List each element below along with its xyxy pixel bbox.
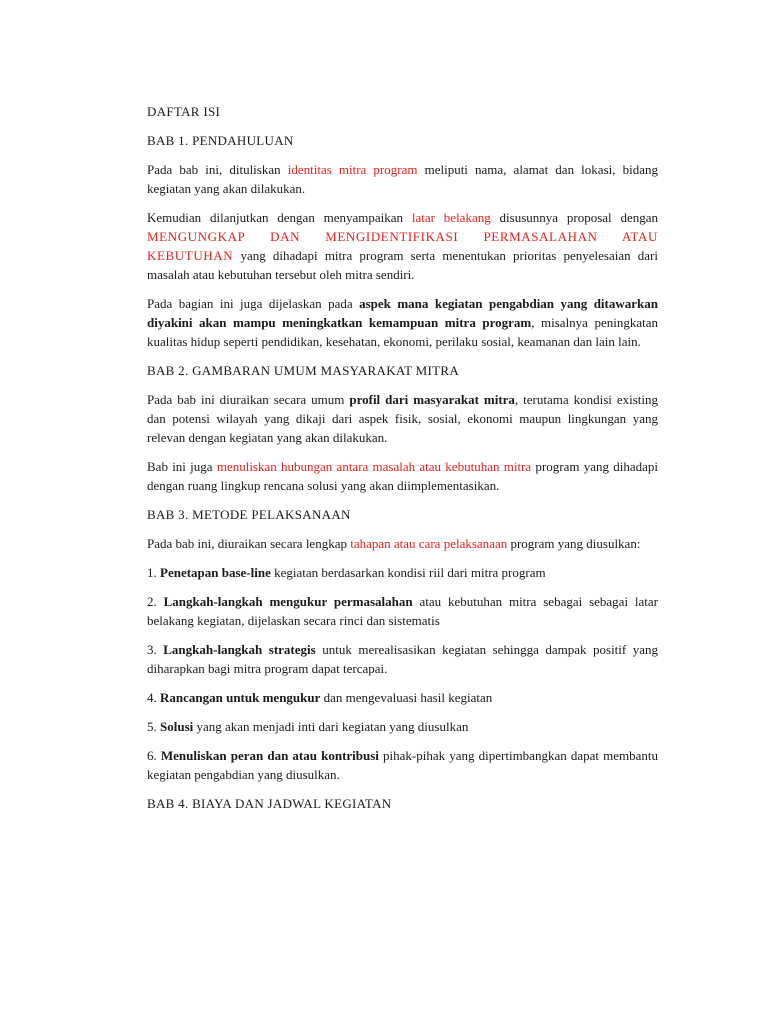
highlight-red: menuliskan hubungan antara masalah atau kebutuhan mitra — [216, 459, 532, 474]
toc-title: DAFTAR ISI — [147, 104, 221, 119]
bab3-heading: BAB 3. METODE PELAKSANAAN — [147, 507, 351, 522]
document-page — [147, 102, 658, 823]
bab3-paragraph-1: Pada bab ini, diuraikan secara lengkap tahapan atau cara pelaksanaan program yang diusulkan: — [147, 536, 641, 551]
bab4-heading: BAB 4. BIAYA DAN JADWAL KEGIATAN — [147, 796, 392, 811]
bab2-paragraph-1: Pada bab ini diuraikan secara umum profil dari masyarakat mitra, terutama kondisi existing dan potensi wilayah yang dikaji dari aspek fisik, sosial, ekonomi maupun lingkungan yang relevan dengan kegiatan yang akan dilakukan. — [147, 392, 659, 445]
bab2-paragraph-2: Bab ini juga menuliskan hubungan antara masalah atau kebutuhan mitra program yang dihadapi dengan ruang lingkup rencana solusi yang akan diimplementasikan. — [147, 459, 658, 493]
highlight-bold: Rancangan untuk mengukur — [160, 690, 321, 705]
highlight-bold: Langkah-langkah strategis — [163, 642, 316, 657]
highlight-bold: profil dari masyarakat mitra — [349, 392, 515, 407]
highlight-bold: Solusi — [160, 719, 194, 734]
highlight-bold: aspek mana kegiatan pengabdian yang ditawarkan diyakini akan mampu meningkatkan kemampuan mitra program — [147, 296, 658, 330]
list-item: 6. Menuliskan peran dan atau kontribusi pihak-pihak yang dipertimbangkan dapat membantu kegiatan pengabdian yang diusulkan. — [147, 748, 658, 782]
list-item: 2. Langkah-langkah mengukur permasalahan atau kebutuhan mitra sebagai sebagai latar belakang kegiatan, dijelaskan secara rinci dan sistematis — [147, 594, 659, 628]
bab1-heading: BAB 1. PENDAHULUAN — [147, 133, 294, 148]
list-item: 3. Langkah-langkah strategis untuk merealisasikan kegiatan sehingga dampak positif yang diharapkan bagi mitra program dapat tercapai. — [147, 642, 659, 676]
highlight-bold: Penetapan base-line — [160, 565, 271, 580]
highlight-red: latar belakang — [411, 210, 491, 225]
highlight-red-caps: MENGUNGKAP DAN MENGIDENTIFIKASI PERMASALAHAN ATAU KEBUTUHAN — [147, 229, 658, 263]
list-item: 5. Solusi yang akan menjadi inti dari kegiatan yang diusulkan — [147, 719, 469, 734]
bab1-paragraph-3: Pada bagian ini juga dijelaskan pada aspek mana kegiatan pengabdian yang ditawarkan diyakini akan mampu meningkatkan kemampuan mitra program, misalnya peningkatan kualitas hidup seperti pendidikan, kesehatan, ekonomi, perilaku sosial, keamanan dan lain lain. — [147, 296, 659, 349]
highlight-bold: Menuliskan peran dan atau kontribusi — [160, 748, 379, 763]
list-item: 1. Penetapan base-line kegiatan berdasarkan kondisi riil dari mitra program — [147, 565, 546, 580]
bab1-paragraph-2: Kemudian dilanjutkan dengan menyampaikan latar belakang disusunnya proposal dengan MENGUNGKAP DAN MENGIDENTIFIKASI PERMASALAHAN ATAU KEBUTUHAN yang dihadapi mitra program serta menentukan prioritas penyelesaian dari masalah atau kebutuhan tersebut oleh mitra sendiri. — [147, 210, 659, 282]
bab2-heading: BAB 2. GAMBARAN UMUM MASYARAKAT MITRA — [147, 363, 460, 378]
highlight-bold: Langkah-langkah mengukur permasalahan — [163, 594, 413, 609]
list-item: 4. Rancangan untuk mengukur dan mengevaluasi hasil kegiatan — [147, 690, 493, 705]
bab1-paragraph-1: Pada bab ini, dituliskan identitas mitra program meliputi nama, alamat dan lokasi, bidang kegiatan yang akan dilakukan. — [147, 162, 658, 196]
highlight-red: identitas mitra program — [287, 162, 418, 177]
highlight-red: tahapan atau cara pelaksanaan — [350, 536, 508, 551]
